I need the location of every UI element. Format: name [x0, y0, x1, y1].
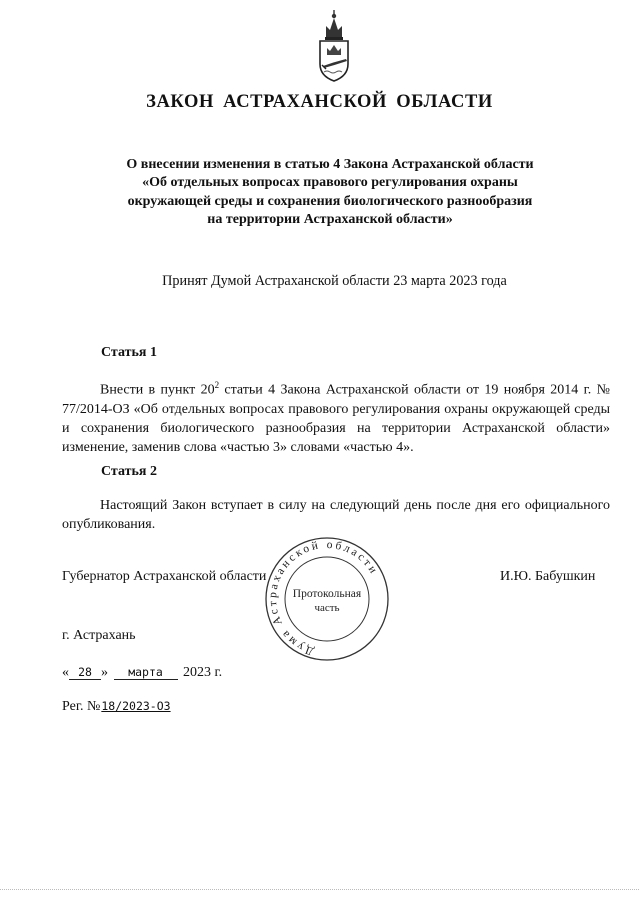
scan-edge-line	[0, 889, 639, 890]
stamp-center-line: Протокольная	[292, 588, 362, 600]
registration-value: 18/2023-ОЗ	[101, 699, 171, 713]
article-1-text-part: статьи 4 Закона Астраханской области от 19 ноября 2014 г. № 77/2014-ОЗ «Об отдельных вопросах правового регулирования охраны окружающей среды и сохранения биологического разнообразия на территории Астраханской области» изменение, заменив слова «частью 3» словами «частью 4».	[62, 382, 610, 455]
article-1-text	[62, 376, 610, 457]
article-2-heading: Статья 2	[101, 464, 157, 479]
amendment-title	[90, 156, 570, 230]
date-day: 28	[69, 666, 101, 680]
city: г. Астрахань	[62, 628, 136, 643]
date-year: 2023 г.	[183, 665, 223, 680]
article-2-text	[62, 496, 610, 534]
law-title: ЗАКОН АСТРАХАНСКОЙ ОБЛАСТИ	[146, 92, 493, 112]
signing-date	[62, 665, 222, 681]
official-stamp	[262, 536, 392, 662]
date-open-quote: «	[62, 665, 69, 680]
article-1-superscript: 2	[214, 380, 220, 390]
article-2-text-body: Настоящий Закон вступает в силу на следующий день после дня его официального опубликования.	[62, 498, 610, 532]
registration-label: Рег. №	[62, 699, 101, 714]
amendment-title-line: на территории Астраханской области»	[207, 212, 453, 228]
adoption-note: Принят Думой Астраханской области 23 марта 2023 года	[162, 273, 507, 289]
article-1-heading: Статья 1	[101, 345, 157, 360]
date-month: марта	[114, 666, 178, 680]
article-1-text-part: Внести в пункт 20	[100, 382, 215, 398]
governor-label: Губернатор Астраханской области	[62, 569, 267, 584]
stamp-center-line: часть	[314, 602, 340, 614]
amendment-title-line: «Об отдельных вопросах правового регулирования охраны	[142, 175, 518, 191]
amendment-title-line: окружающей среды и сохранения биологического разнообразия	[127, 193, 533, 209]
coat-of-arms-emblem	[304, 8, 364, 84]
registration-number	[62, 699, 171, 715]
governor-name: И.Ю. Бабушкин	[500, 569, 596, 584]
amendment-title-line: О внесении изменения в статью 4 Закона Астраханской области	[126, 157, 534, 172]
stamp-ring-text: Дума Астраханской области	[266, 538, 381, 658]
date-close-quote: »	[101, 665, 108, 680]
